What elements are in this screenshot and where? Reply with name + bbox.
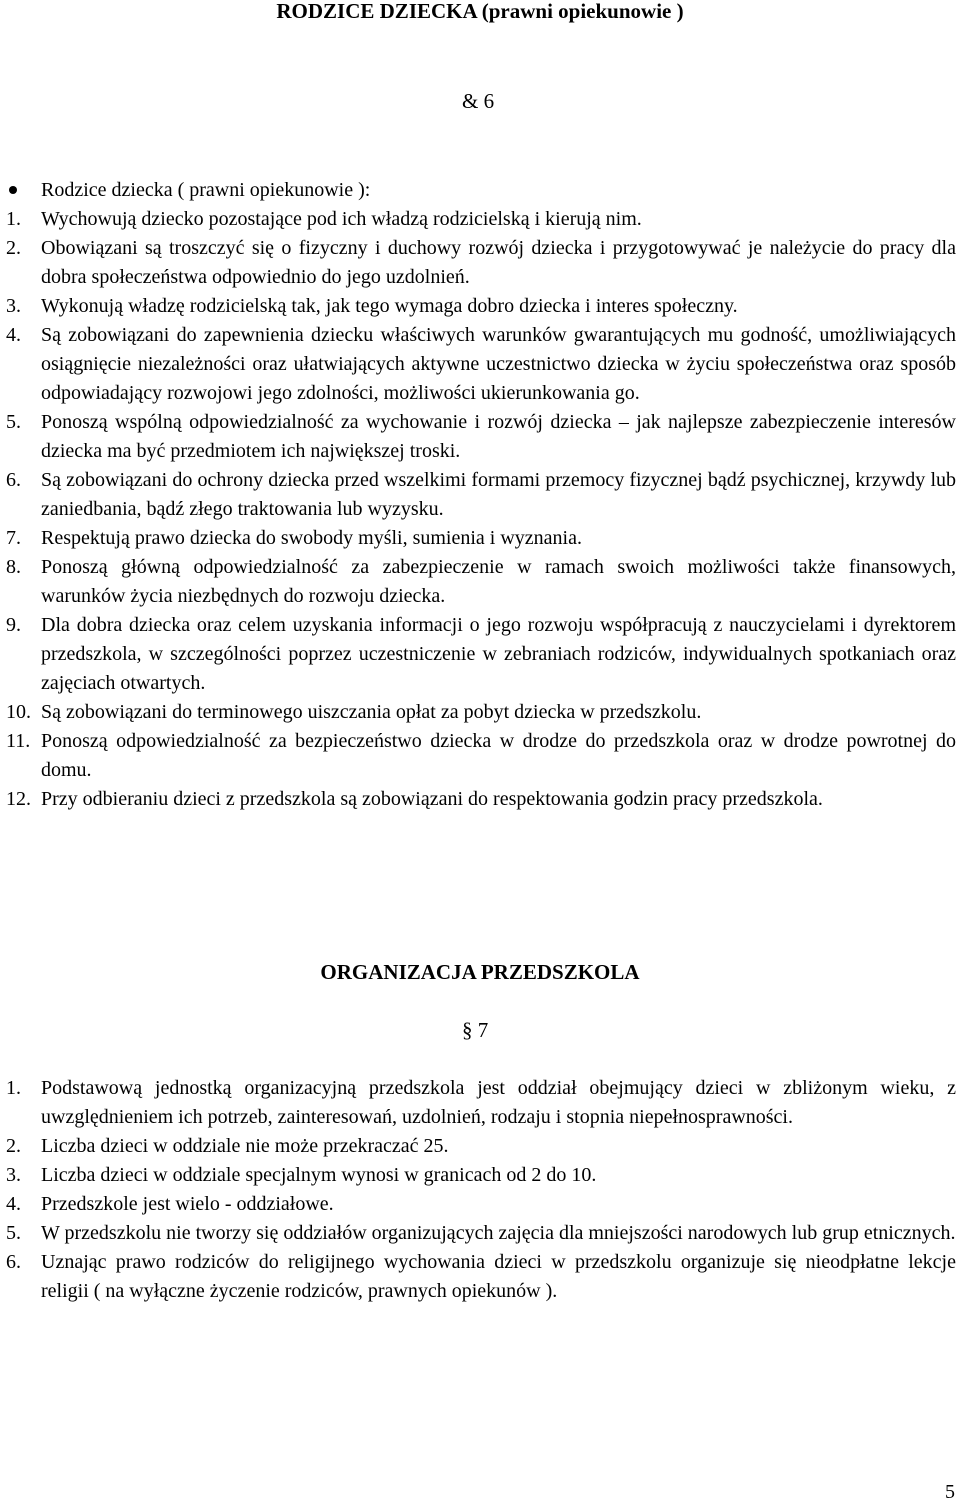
item-text: Ponoszą główną odpowiedzialność za zabezpieczenie w ramach swoich możliwości także finansowych, warunków życia niezbędnych do rozwoju dziecka.: [41, 556, 956, 607]
item-text: Przy odbieraniu dzieci z przedszkola są zobowiązani do respektowania godzin pracy przedszkola.: [41, 788, 823, 810]
list-item: [6, 234, 956, 292]
list-item: [6, 408, 956, 466]
rodzice-list: [6, 176, 956, 814]
list-item: [6, 785, 956, 814]
item-number: 2.: [6, 237, 21, 259]
item-text: Wykonują władzę rodzicielską tak, jak tego wymaga dobro dziecka i interes społeczny.: [41, 295, 738, 317]
item-number: 6.: [6, 1251, 21, 1273]
item-number: 2.: [6, 1135, 21, 1157]
item-number: 3.: [6, 1164, 21, 1186]
item-text: Ponoszą wspólną odpowiedzialność za wychowanie i rozwój dziecka – jak najlepsze zabezpieczenie interesów dziecka ma być przedmiotem ich największej troski.: [41, 411, 956, 462]
section-title-rodzice: RODZICE DZIECKA (prawni opiekunowie ): [276, 0, 684, 23]
list-item: [6, 524, 956, 553]
paragraph-mark-7: § 7: [462, 1018, 489, 1042]
section-title-organizacja: ORGANIZACJA PRZEDSZKOLA: [320, 960, 640, 984]
list-item: [6, 292, 956, 321]
item-number: 5.: [6, 1222, 21, 1244]
list-item: [6, 698, 956, 727]
organizacja-list: [6, 1074, 956, 1306]
item-number: 12.: [6, 788, 31, 810]
item-number: 1.: [6, 208, 21, 230]
item-number: 11.: [6, 730, 31, 752]
item-number: 4.: [6, 324, 21, 346]
list-item: [6, 321, 956, 408]
list-item: [6, 1219, 956, 1248]
bullet-text: Rodzice dziecka ( prawni opiekunowie ):: [41, 179, 371, 201]
item-text: Są zobowiązani do terminowego uiszczania opłat za pobyt dziecka w przedszkolu.: [41, 701, 702, 723]
item-text: Są zobowiązani do zapewnienia dziecku właściwych warunków gwarantujących mu godność, umożliwiających osiągnięcie niezależności oraz ułatwiających aktywne uczestnictwo dziecka w życiu społeczeństwa oraz sposób odpowiadający rozwojowi jego zdolności, możliwości ukierunkowania go.: [41, 324, 956, 404]
item-text: Dla dobra dziecka oraz celem uzyskania informacji o jego rozwoju współpracują z nauczycielami i dyrektorem przedszkola, w szczególności poprzez uczestniczenie w zebraniach rodziców, indywidualnych spotkaniach oraz zajęciach otwartych.: [41, 614, 956, 694]
item-number: 4.: [6, 1193, 21, 1215]
item-text: W przedszkolu nie tworzy się oddziałów organizujących zajęcia dla mniejszości narodowych lub grup etnicznych.: [41, 1222, 956, 1244]
list-item: [6, 553, 956, 611]
list-item: [6, 1074, 956, 1132]
item-number: 5.: [6, 411, 21, 433]
item-text: Respektują prawo dziecka do swobody myśli, sumienia i wyznania.: [41, 527, 582, 549]
item-text: Wychowują dziecko pozostające pod ich władzą rodzicielską i kierują nim.: [41, 208, 642, 230]
item-text: Przedszkole jest wielo - oddziałowe.: [41, 1193, 334, 1215]
page-number: 5: [945, 1481, 955, 1503]
paragraph-mark-6: & 6: [462, 89, 495, 113]
item-number: 9.: [6, 614, 21, 636]
item-number: 7.: [6, 527, 21, 549]
list-item: [6, 1248, 956, 1306]
item-number: 1.: [6, 1077, 21, 1099]
item-number: 3.: [6, 295, 21, 317]
list-item: [6, 1190, 956, 1219]
list-item: [6, 727, 956, 785]
list-item: [6, 1132, 956, 1161]
list-item: [6, 466, 956, 524]
bullet-item: [6, 176, 956, 205]
item-number: 8.: [6, 556, 21, 578]
bullet-icon: [9, 186, 17, 194]
item-text: Uznając prawo rodziców do religijnego wychowania dzieci w przedszkolu organizuje się nieodpłatne lekcje religii ( na wyłączne życzenie rodziców, prawnych opiekunów ).: [41, 1251, 956, 1302]
item-text: Ponoszą odpowiedzialność za bezpieczeństwo dziecka w drodze do przedszkola oraz w drodze powrotnej do domu.: [41, 730, 956, 781]
item-number: 6.: [6, 469, 21, 491]
list-item: [6, 205, 956, 234]
item-number: 10.: [6, 701, 31, 723]
item-text: Podstawową jednostką organizacyjną przedszkola jest oddział obejmujący dzieci w zbliżonym wieku, z uwzględnieniem ich potrzeb, zainteresowań, uzdolnień, rodzaju i stopnia niepełnosprawności.: [41, 1077, 956, 1128]
item-text: Obowiązani są troszczyć się o fizyczny i duchowy rozwój dziecka i przygotowywać je należycie do pracy dla dobra społeczeństwa odpowiednio do jego uzdolnień.: [41, 237, 956, 288]
item-text: Liczba dzieci w oddziale nie może przekraczać 25.: [41, 1135, 449, 1157]
list-item: [6, 1161, 956, 1190]
list-item: [6, 611, 956, 698]
item-text: Liczba dzieci w oddziale specjalnym wynosi w granicach od 2 do 10.: [41, 1164, 597, 1186]
item-text: Są zobowiązani do ochrony dziecka przed wszelkimi formami przemocy fizycznej bądź psychicznej, krzywdy lub zaniedbania, bądź złego traktowania lub wyzysku.: [41, 469, 956, 520]
